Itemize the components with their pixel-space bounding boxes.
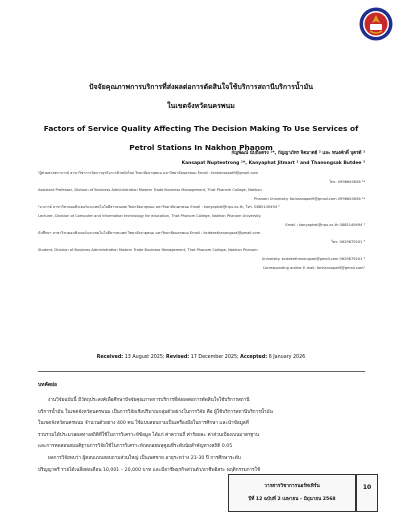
affiliation-text: ¹ผู้ช่วยศาสตราจารย์ สาขาวิชาการจัดการธุรกิจการค้าสมัยใหม่ วิทยาลัยธาตุพนม มหาวิทยาลัยนครพนม Email : fonkansapat9@gmail.com [38, 171, 259, 175]
affiliation-text: ²อาจารย์ สาขาวิชาคอมพิวเตอร์และเทคโนโลยีสารสนเทศ วิทยาลัยธาตุพนม มหาวิทยาลัยนครพนม Email : kanyaphat@npu.ac.th, โทร. 0885149494 ² [38, 205, 280, 210]
abstract-line: และการทดสอบสมมติฐานการวิจัยใช้ในการวิเคราะห์ถดถอยพหุคูณที่ระดับนัยสำคัญทางสถิติ 0.05 [38, 444, 233, 450]
affiliation-1-english [38, 186, 365, 203]
abstract-line: ในเขตจังหวัดนครพนม จำนวนตัวอย่าง 400 คน ใช้แบบสอบถามเป็นเครื่องมือในการศึกษา และนำข้อมูลที่ [38, 421, 249, 427]
corresponding-email: Corresponding author E-mail: fonkansapat9@gmail.com¹ [262, 265, 365, 270]
article-dates [0, 355, 402, 360]
abstract-section [38, 381, 365, 476]
abstract-line: ปริญญาตรี รายได้เฉลี่ยต่อเดือน 10,001 – 20,000 บาท และมีอาชีพธุรกิจส่วนตัว/อาชีพอิสระ พฤติกรรมการใช้ [38, 467, 261, 473]
affiliation-contact: University. bcddeethanongsak@gmail.com 0629879201 ³ [261, 256, 365, 261]
received-label: Received: [96, 355, 124, 360]
divider [38, 371, 365, 372]
corresponding-author [38, 264, 365, 273]
journal-footer [228, 474, 356, 512]
authors-english: Kansapat Nupteotrong ¹*, Kanyaphat Jitmart ² and Thanongsak Butdee ³ [181, 160, 365, 166]
affiliation-text: Student, Division of Business Administration Modern Trade Business Management, That Phanom College, Nakhon Phanom [38, 248, 258, 253]
affiliation-1-thai [38, 169, 365, 186]
accepted-label: Accepted: [240, 355, 268, 360]
page-number: 10 [356, 474, 378, 512]
affiliation-text: Lecturer, Division of Computer and information technology for education, That Phanom College, Nakhon Phanom University. [38, 213, 262, 218]
affiliation-2-english [38, 212, 365, 229]
affiliation-text: นักศึกษา สาขาวิชาคอมพิวเตอร์และเทคโนโลยีสารสนเทศ วิทยาลัยธาตุพนม มหาวิทยาลัยนครพนม Email : bcddeethanongsak@gmail.com [38, 231, 261, 236]
abstract-line: งานวิจัยฉบับนี้ มีวัตถุประสงค์เพื่อศึกษาปัจจัยคุณภาพการบริการที่ส่งผลต่อการตัดสินใจใช้บริการสถานี [48, 398, 250, 403]
abstract-heading: บทคัดย่อ [38, 382, 57, 388]
title-thai-line1: ปัจจัยคุณภาพการบริการที่ส่งผลต่อการตัดสินใจใช้บริการสถานีบริการน้ำมัน [89, 83, 313, 91]
title-thai-line2: ในเขตจังหวัดนครพนม [167, 102, 235, 110]
affiliation-contact: Phanom University. fonkansapat9@gmail.com 0996645636 ¹* [254, 196, 365, 201]
journal-volume-issue: ปีที่ 12 ฉบับที่ 2 เมษายน – มิถุนายน 2568 [248, 497, 336, 502]
revised-label: Revised: [166, 355, 190, 360]
affiliations [38, 169, 365, 272]
abstract-line: บริการน้ำมัน ในเขตจังหวัดนครพนม เป็นการวิจัยเชิงปริมาณกลุ่มตัวอย่างในการวิจัย คือ ผู้ใช้บริการสถานีบริการน้ำมัน [38, 409, 273, 415]
authors-thai: กัญพัฒน์ นับถือตรง ¹*, กัญญาภัทร จิตมาตย์ ² และ ทนงศักดิ์ บุตรดี ³ [231, 151, 365, 156]
affiliation-3-english [38, 246, 365, 263]
university-seal-logo [359, 7, 393, 41]
received-date: 13 August 2025; [124, 355, 165, 360]
affiliation-3-thai [38, 229, 365, 246]
abstract-line: รวบรวมได้ประมวลผลทางสถิติที่ใช้ในการวิเคราะห์ข้อมูล ได้แก่ ค่าความถี่ ค่าร้อยละ ค่าส่วนเบี่ยงเบนมาตรฐาน [38, 432, 260, 438]
journal-title: วารสารวิชาการนอร์ทเทิร์น [264, 484, 320, 489]
abstract-line: ผลการวิจัยพบว่า ผู้ตอบแบบสอบถามส่วนใหญ่ เป็นเพศชาย อายุระหว่าง 21-30 ปี การศึกษาระดับ [48, 455, 241, 461]
author-list [182, 149, 365, 168]
affiliation-text: Assistant Professor, Division of Business Administration Modern Trade Business Management, That Phanom College, Nakhon [38, 188, 262, 193]
affiliation-2-thai [38, 203, 365, 212]
title-english-line2: Petrol Stations In Nakhon Phanom [129, 143, 273, 152]
affiliation-contact: Email : kanyaphat@npu.ac.th 0885149494 ² [285, 222, 365, 227]
accepted-date: 6 January 2026 [268, 355, 306, 360]
affiliation-contact: โทร. 0629879201 ³ [331, 239, 365, 244]
paper-title [0, 78, 402, 157]
title-english-line1: Factors of Service Quality Affecting The Decision Making To Use Services of [43, 124, 359, 133]
affiliation-contact: โทร. 0996645636 ¹* [329, 179, 365, 184]
revised-date: 17 December 2025; [190, 355, 239, 360]
